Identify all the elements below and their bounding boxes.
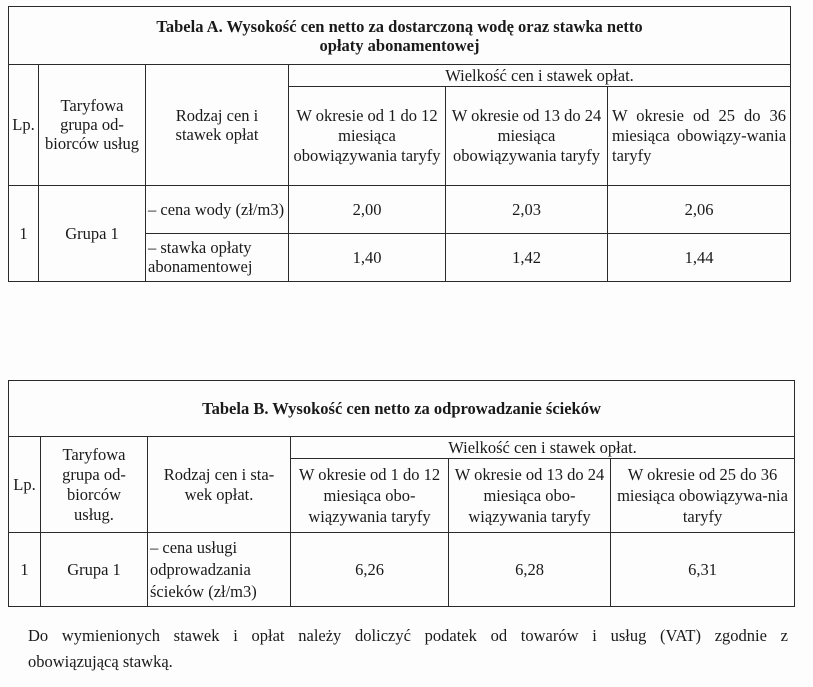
table-b-header-group: [41, 437, 148, 533]
table-b-header-period-1: [291, 459, 449, 533]
table-a-row-lp: 1: [9, 185, 39, 281]
table-a-row-group: Grupa 1: [39, 185, 146, 281]
table-b-period-2-text: W okresie od 13 do 24 miesiąca obo-wiązywania taryfy: [454, 465, 605, 526]
table-a-title-line1: Tabela A. Wysokość cen netto za dostarczoną wodę oraz stawka netto: [156, 16, 643, 36]
table-b-header-row-1: [9, 437, 795, 459]
table-a-header-values: Wielkość cen i stawek opłat.: [289, 65, 791, 87]
table-a-row-water-price: [9, 185, 791, 233]
table-a-header-lp: Lp.: [9, 65, 39, 185]
table-a-row-water-price-v3: 2,06: [608, 185, 791, 233]
table-a-title-line2: opłaty abonamentowej: [319, 35, 480, 55]
table-b-header-period-3: [611, 459, 795, 533]
table-a-title: [9, 7, 791, 65]
table-b-row-type: [148, 533, 291, 607]
table-a-water-prices: [8, 6, 791, 282]
table-a-row-subscription-v3: 1,44: [608, 233, 791, 281]
table-a-row-water-price-type: – cena wody (zł/m3): [146, 185, 289, 233]
table-a-row-water-price-v2: 2,03: [446, 185, 608, 233]
table-b-row-group: Grupa 1: [41, 533, 148, 607]
table-b-sewage-prices: [8, 380, 795, 607]
table-a-period-3-text: W okresie od 25 do 36 miesiąca obowiązy-wania taryfy: [612, 105, 787, 165]
table-a-header-period-2: [446, 87, 608, 185]
table-a-header-period-1: [289, 87, 446, 185]
table-a-row-subscription-type: – stawka opłaty abonamentowej: [146, 233, 289, 281]
table-a-header-group: [39, 65, 146, 185]
table-a-period-2-text: W okresie od 13 do 24 miesiąca obowiązywania taryfy: [451, 105, 602, 165]
table-a-header-group-text: Taryfowa grupa od-biorców usług: [45, 96, 139, 154]
table-a-title-row: [9, 7, 791, 65]
table-b-title: Tabela B. Wysokość cen netto za odprowadzanie ścieków: [9, 381, 795, 437]
table-b-header-type: [148, 437, 291, 533]
table-b-row-lp: 1: [9, 533, 41, 607]
table-a-row-subscription-v2: 1,42: [446, 233, 608, 281]
table-a-period-1-text: W okresie od 1 do 12 miesiąca obowiązywania taryfy: [293, 105, 441, 165]
table-b-row-type-text: – cena usługi odprowadzania ścieków (zł/m3): [150, 537, 257, 601]
table-a-header-row-1: [9, 65, 791, 87]
table-b-title-row: [9, 381, 795, 437]
table-b-row-v2: 6,28: [449, 533, 611, 607]
vat-note-line2: obowiązującą stawką.: [28, 652, 173, 671]
table-b-header-period-2: [449, 459, 611, 533]
table-b-header-values: Wielkość cen i stawek opłat.: [291, 437, 795, 459]
table-a-row-subscription-v1: 1,40: [289, 233, 446, 281]
table-b-row-v1: 6,26: [291, 533, 449, 607]
table-a-header-type: [146, 65, 289, 185]
table-b-header-type-text: Rodzaj cen i sta-wek opłat.: [163, 464, 275, 504]
vat-note-line1: Do wymienionych stawek i opłat należy doliczyć podatek od towarów i usług (VAT) zgodnie z: [28, 626, 788, 645]
table-b-row-sewage: [9, 533, 795, 607]
table-b-period-3-text: W okresie od 25 do 36 miesiąca obowiązywa-nia taryfy: [617, 465, 788, 526]
table-a-header-period-3: [608, 87, 791, 185]
table-a-row-water-price-v1: 2,00: [289, 185, 446, 233]
vat-note: [28, 623, 788, 675]
table-b-header-lp: Lp.: [9, 437, 41, 533]
table-b-period-1-text: W okresie od 1 do 12 miesiąca obo-wiązywania taryfy: [298, 465, 441, 526]
table-a-header-type-text: Rodzaj cen i stawek opłat: [175, 105, 259, 144]
table-b-row-v3: 6,31: [611, 533, 795, 607]
table-b-header-group-text: Taryfowa grupa od-biorców usług.: [62, 444, 126, 524]
